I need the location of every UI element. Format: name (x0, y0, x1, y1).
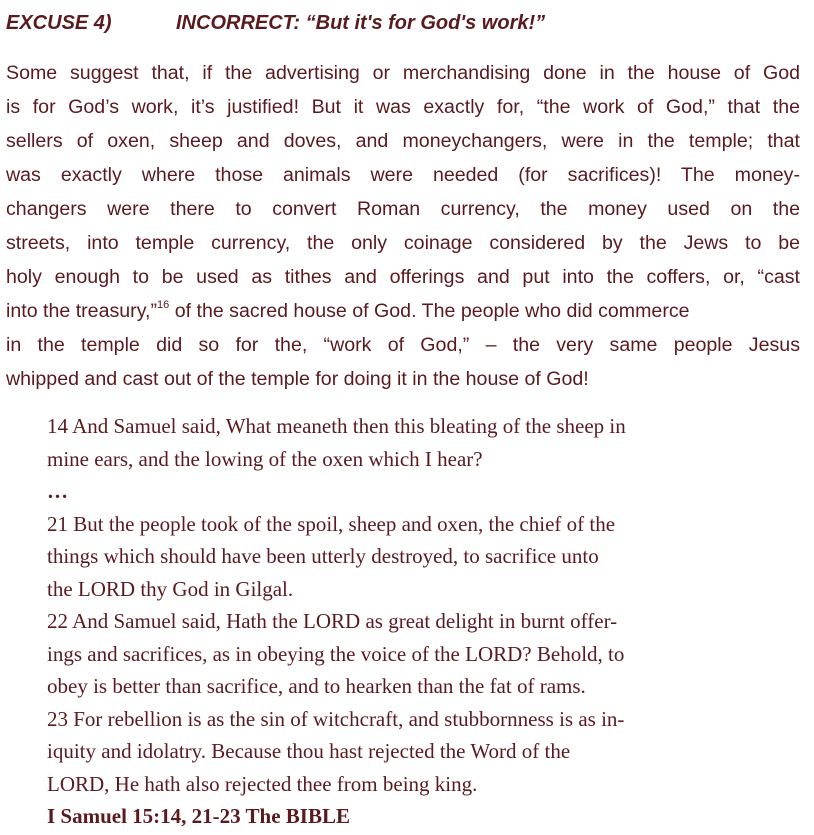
verse-line: obey is better than sacrifice, and to hearken than the fat of rams. (47, 674, 586, 698)
verse-ellipsis: … (47, 479, 68, 503)
verse-line: mine ears, and the lowing of the oxen which I hear? (47, 446, 483, 471)
paragraph-line: changers were there to convert Roman currency, the money used on the (6, 198, 800, 220)
paragraph-line: Some suggest that, if the advertising or merchandising done in the house of God (6, 62, 800, 84)
paragraph-line: streets, into temple currency, the only coinage considered by the Jews to be (6, 232, 800, 254)
footnote-reference[interactable]: 16 (157, 299, 170, 312)
verse-line: iquity and idolatry. Because thou hast rejected the Word of the (47, 739, 571, 763)
paragraph-line: whipped and cast out of the temple for doing it in the house of God! (6, 368, 589, 390)
verse-line: LORD, He hath also rejected thee from being king. (47, 771, 478, 796)
verse-line: 23 For rebellion is as the sin of witchcraft, and stubbornness is as in- (47, 706, 625, 731)
paragraph-line-with-footnote (6, 294, 800, 328)
verse-line: 14 And Samuel said, What meaneth then this bleating of the sheep in (47, 414, 626, 438)
scripture-quote (47, 410, 767, 833)
excuse-number: EXCUSE 4) (6, 12, 112, 34)
body-paragraph (6, 56, 800, 396)
paragraph-line: was exactly where those animals were needed (for sacrifices)! The money- (6, 164, 800, 186)
footnote-line-start: into the treasury,” (6, 300, 158, 322)
paragraph-line: is for God’s work, it’s justified! But it was exactly for, “the work of God,” that the (6, 96, 800, 118)
paragraph-line: holy enough to be used as tithes and offerings and put into the coffers, or, “cast (6, 266, 800, 288)
verse-line: ings and sacrifices, as in obeying the voice of the LORD? Behold, to (47, 641, 625, 666)
verse-line: 22 And Samuel said, Hath the LORD as great delight in burnt offer- (47, 609, 618, 633)
verse-line: things which should have been utterly destroyed, to sacrifice unto (47, 544, 599, 568)
verse-line: the LORD thy God in Gilgal. (47, 576, 294, 601)
section-heading (6, 8, 806, 38)
footnote-line-end: of the sacred house of God. The people who did commerce (169, 300, 690, 322)
paragraph-line: in the temple did so for the, “work of God,” – the very same people Jesus (6, 334, 800, 356)
excuse-title: INCORRECT: “But it's for God's work!” (176, 12, 546, 34)
verse-line: 21 But the people took of the spoil, sheep and oxen, the chief of the (47, 511, 616, 536)
paragraph-line: sellers of oxen, sheep and doves, and moneychangers, were in the temple; that (6, 130, 800, 152)
scripture-citation: I Samuel 15:14, 21-23 The BIBLE (47, 804, 350, 828)
